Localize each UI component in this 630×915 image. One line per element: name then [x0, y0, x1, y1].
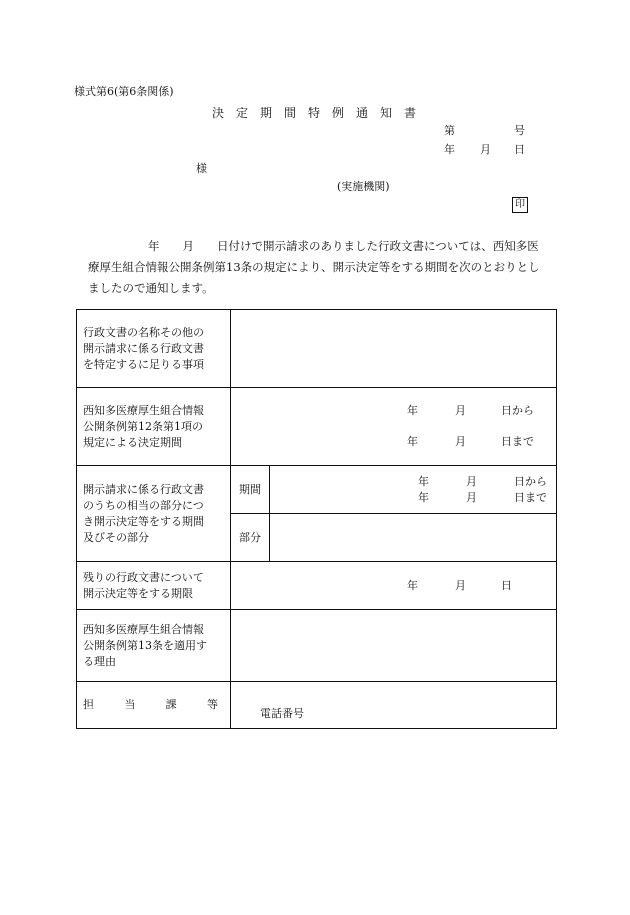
label-char: 課 — [165, 698, 177, 711]
title-char: 決 — [212, 106, 225, 120]
from-year: 年 — [418, 475, 429, 488]
row-label-document — [77, 310, 231, 388]
issue-date-day: 日 — [514, 143, 525, 156]
phone-label: 電話番号 — [260, 707, 304, 720]
label-char: 当 — [124, 698, 136, 711]
body-line: ましたので通知します。 — [88, 281, 214, 295]
row-label-reason — [77, 610, 231, 682]
decision-period-cell — [231, 388, 557, 466]
deadline-month: 月 — [455, 579, 466, 592]
table-row — [77, 310, 557, 388]
label-line: を特定するに足りる事項 — [83, 357, 204, 371]
label-line: 西知多医療厚生組合情報 — [83, 622, 204, 636]
label-line: き開示決定等をする期間 — [83, 514, 204, 528]
body-line: 年 月 日付けで開示請求のありました行政文書については、西知多医 — [148, 239, 539, 253]
table-row — [77, 562, 557, 610]
label-line: 開示決定等をする期限 — [83, 586, 193, 600]
label-line: 公開条例第13条を適用す — [83, 638, 207, 652]
deadline-year: 年 — [407, 579, 418, 592]
table-row — [77, 682, 557, 729]
row-label-remaining — [77, 562, 231, 610]
remaining-deadline-cell — [231, 562, 557, 610]
label-line: る理由 — [83, 654, 116, 668]
to-month: 月 — [466, 491, 477, 504]
label-line: 公開条例第12条第1項の — [83, 419, 203, 433]
title-char: 期 — [260, 106, 273, 120]
department-label — [83, 697, 226, 713]
doc-number-prefix: 第 — [444, 124, 455, 137]
table-row — [77, 610, 557, 682]
partial-part-cell — [270, 514, 557, 562]
title-char: 通 — [356, 106, 369, 120]
form-number: 様式第6(第6条関係) — [74, 85, 174, 98]
doc-number-suffix: 号 — [514, 124, 525, 137]
label-line: 規定による決定期間 — [83, 435, 182, 449]
notice-body — [88, 236, 558, 299]
title-char: 例 — [332, 106, 345, 120]
label-char: 担 — [83, 698, 94, 711]
to-year: 年 — [418, 491, 429, 504]
label-line: 西知多医療厚生組合情報 — [83, 403, 204, 417]
body-line: 療厚生組合情報公開条例第13条の規定により、開示決定等をする期間を次のとおりとし — [88, 260, 540, 274]
table-row — [77, 466, 557, 514]
row-label-partial — [77, 466, 231, 562]
label-line: のうちの相当の部分につ — [83, 498, 204, 512]
label-line: 行政文書の名称その他の — [83, 325, 204, 339]
seal-mark: 印 — [512, 197, 528, 213]
issue-date-month: 月 — [480, 143, 491, 156]
partial-period-cell — [270, 466, 557, 514]
part-sublabel: 部分 — [231, 514, 270, 562]
label-line: 及びその部分 — [83, 530, 149, 544]
to-day: 日まで — [514, 491, 547, 504]
deadline-day: 日 — [501, 579, 512, 592]
label-line: 残りの行政文書について — [83, 570, 204, 584]
title-char: 書 — [404, 106, 417, 120]
period-sublabel: 期間 — [231, 466, 270, 514]
from-year: 年 — [407, 404, 418, 417]
row-label-decision-period — [77, 388, 231, 466]
to-month: 月 — [455, 435, 466, 448]
title-char: 特 — [308, 106, 321, 120]
row-label-department — [77, 682, 231, 729]
title-char: 間 — [284, 106, 297, 120]
from-month: 月 — [466, 475, 477, 488]
table-row — [77, 388, 557, 466]
from-day: 日から — [501, 404, 534, 417]
to-day: 日まで — [501, 435, 534, 448]
title-char: 定 — [236, 106, 249, 120]
agency-label: (実施機関) — [337, 180, 390, 193]
to-year: 年 — [407, 435, 418, 448]
label-line: 開示請求に係る行政文書 — [83, 482, 204, 496]
title-char: 知 — [380, 106, 393, 120]
addressee-suffix: 様 — [196, 162, 207, 175]
label-char: 等 — [206, 698, 218, 711]
issue-date-year: 年 — [444, 143, 455, 156]
label-line: 開示請求に係る行政文書 — [83, 341, 204, 355]
document-value-cell — [231, 310, 557, 388]
from-month: 月 — [455, 404, 466, 417]
from-day: 日から — [514, 475, 547, 488]
reason-value-cell — [231, 610, 557, 682]
notice-table — [76, 309, 557, 729]
department-value-cell — [231, 682, 557, 729]
